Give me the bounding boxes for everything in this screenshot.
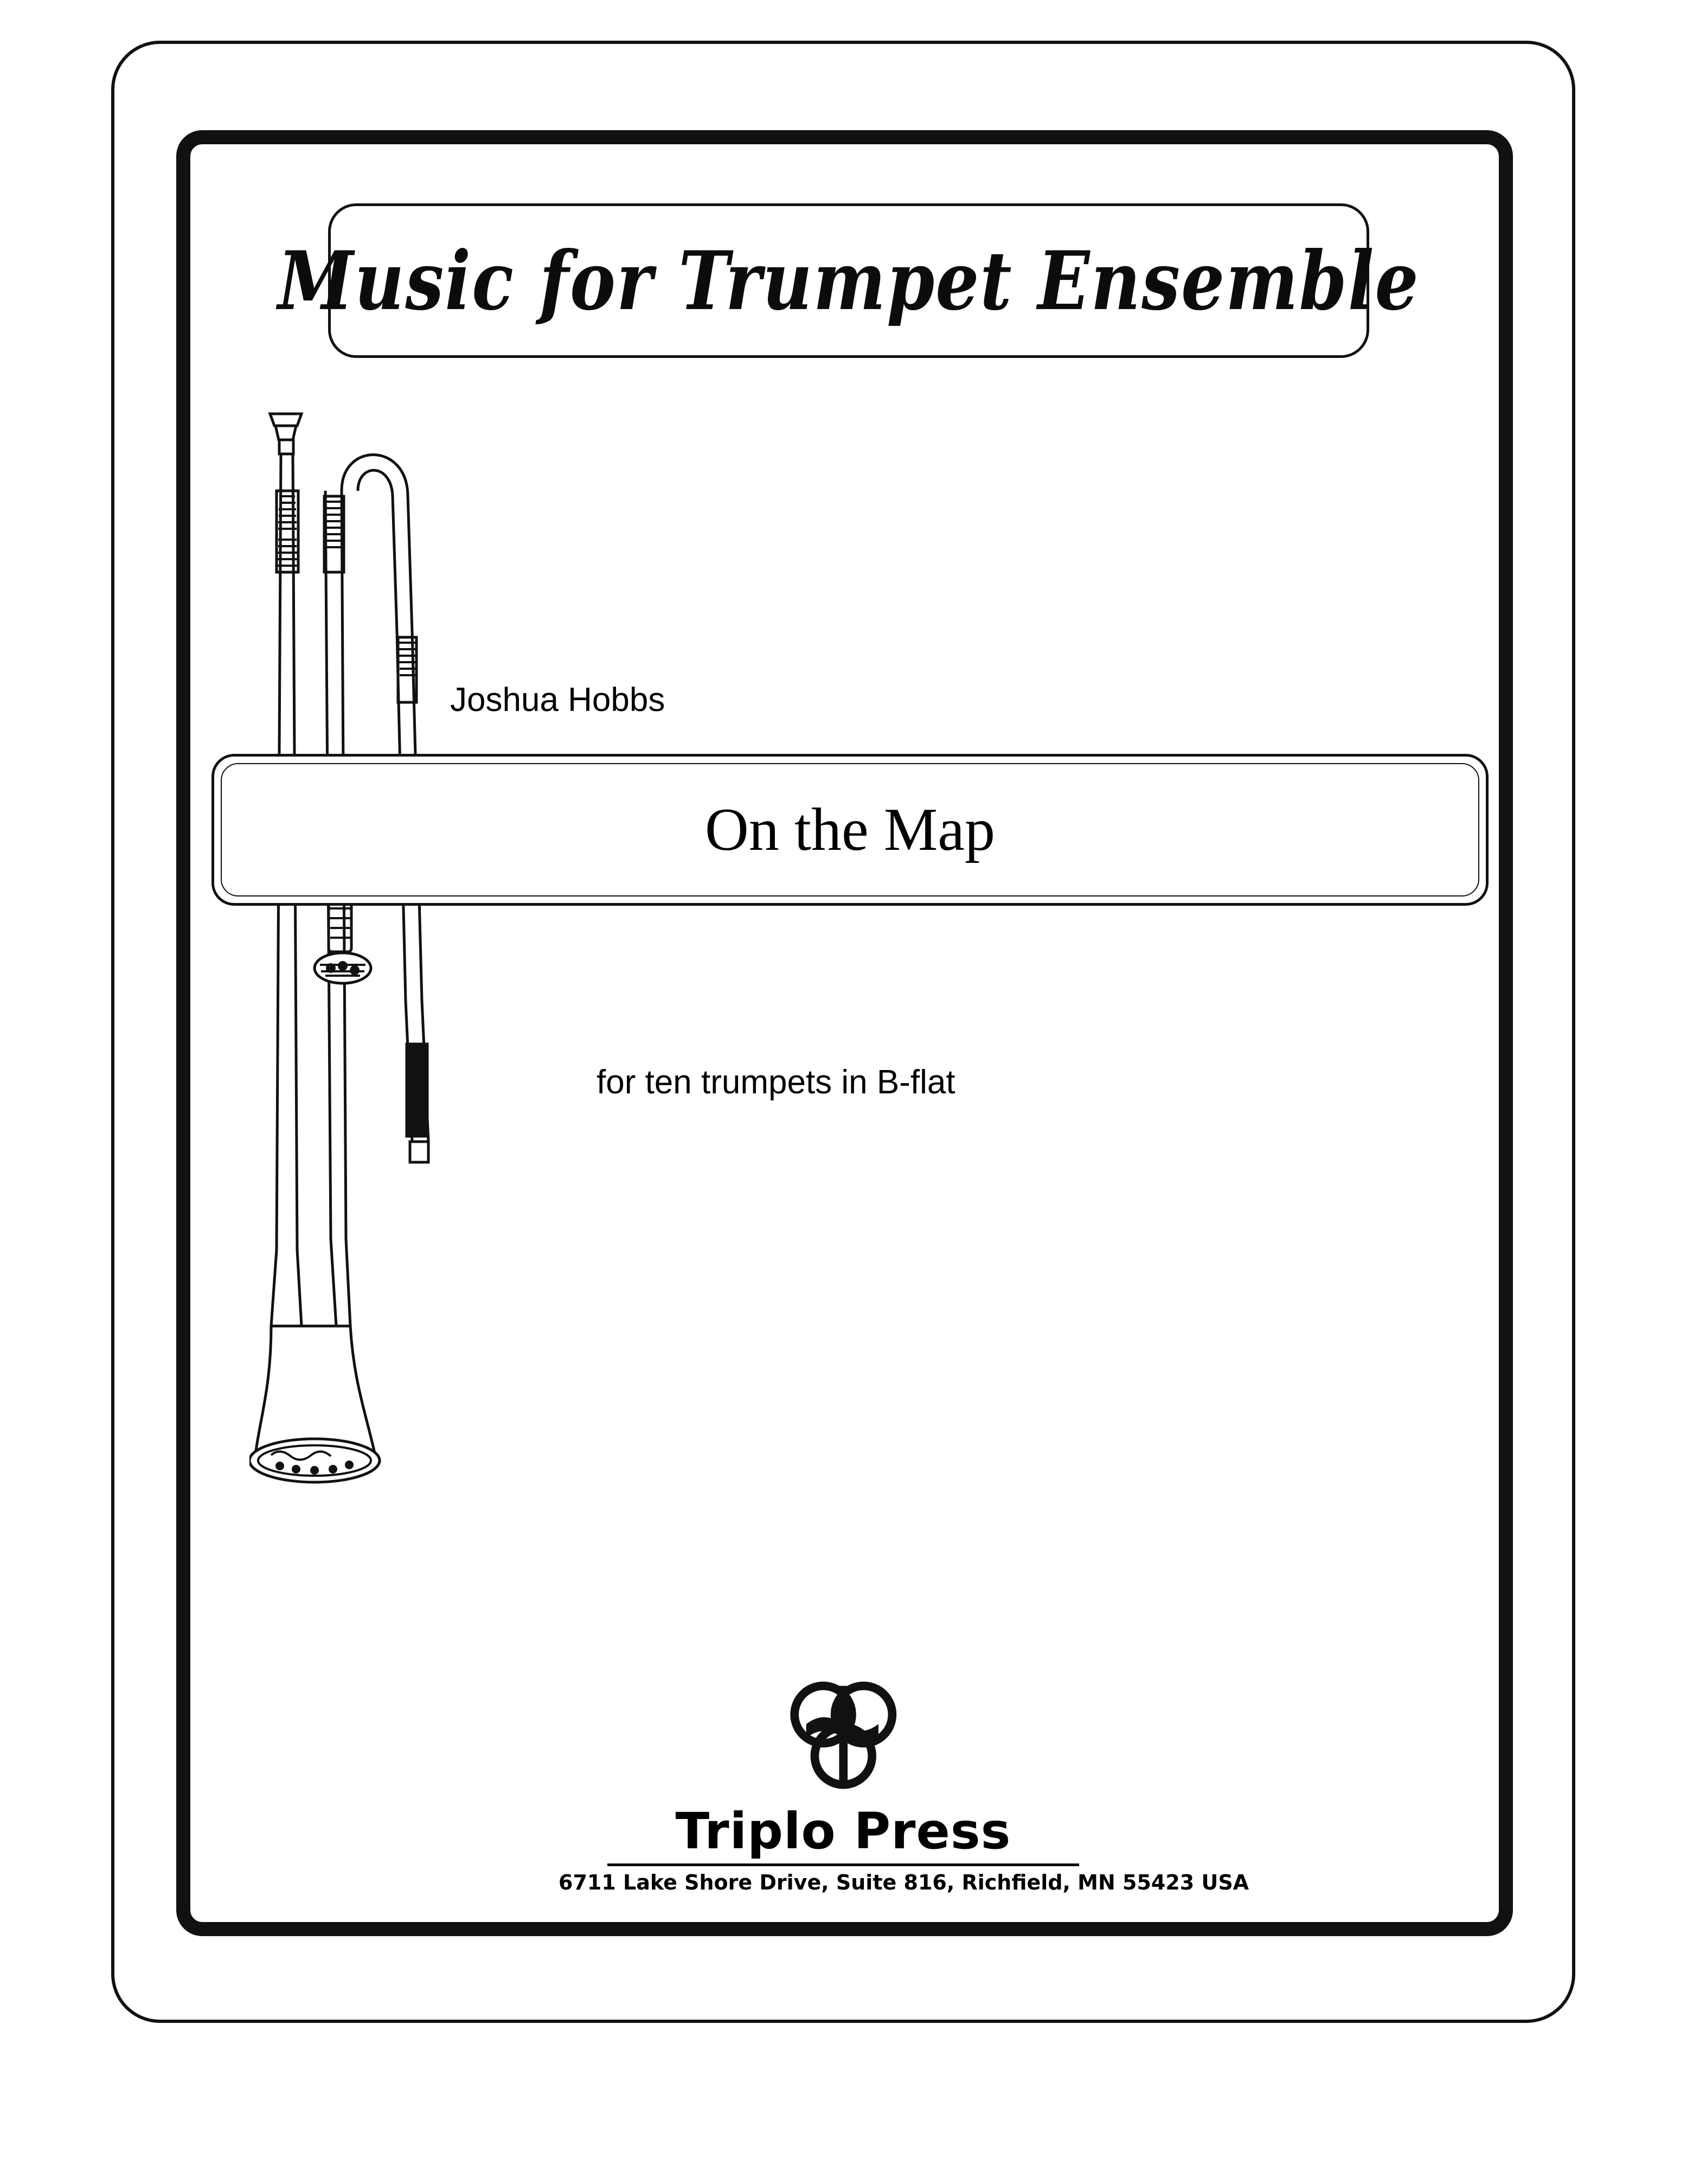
series-banner (278, 203, 1420, 358)
publisher-block (559, 1673, 1249, 1894)
mouthpiece-detail (270, 414, 302, 454)
trumpet-illustration (249, 404, 466, 1538)
publisher-name: Triplo Press (675, 1802, 1011, 1860)
composer-name: Joshua Hobbs (450, 681, 665, 719)
instrumentation-text: for ten trumpets in B-flat (596, 1064, 955, 1101)
series-title: Music for Trumpet Ensemble (278, 233, 1420, 328)
publisher-address: 6711 Lake Shore Drive, Suite 816, Richfield, MN 55423 USA (559, 1870, 1249, 1894)
page-title: On the Map (704, 796, 995, 863)
publisher-divider (607, 1863, 1079, 1866)
triplo-press-logo-icon (774, 1673, 913, 1801)
title-band (211, 754, 1489, 906)
